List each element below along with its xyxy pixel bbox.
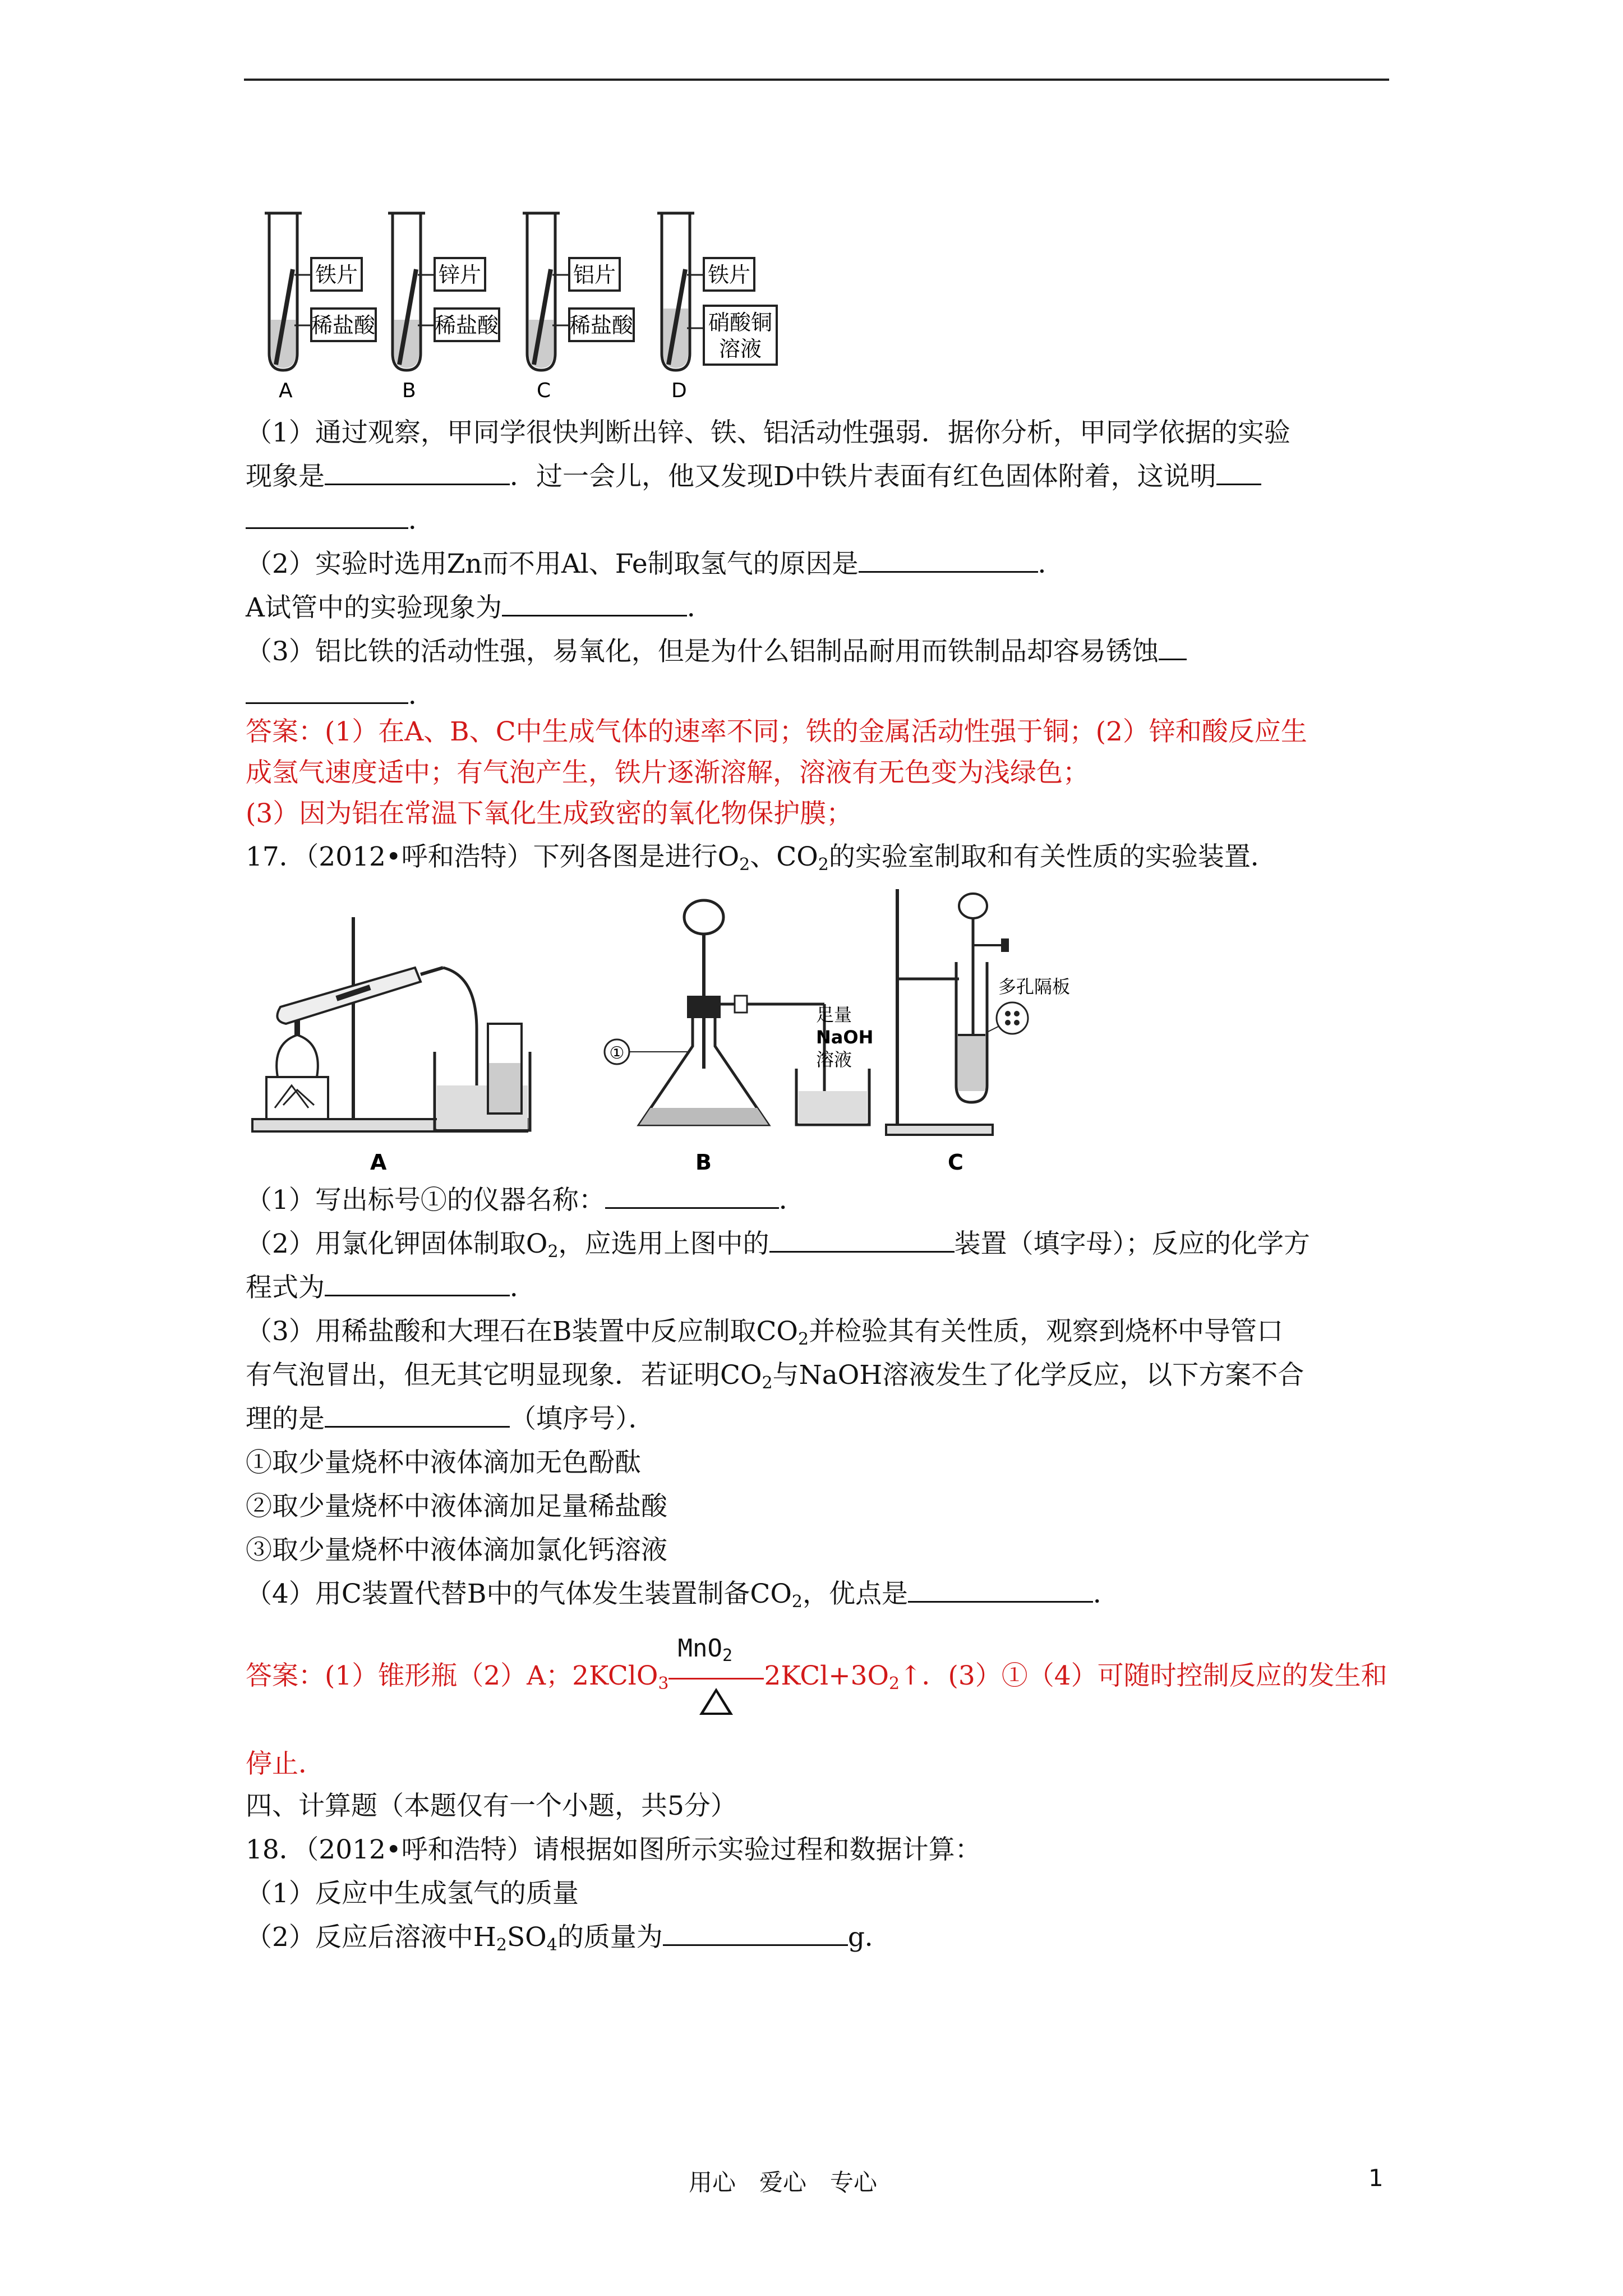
tube-d-metal: 铁片 bbox=[707, 263, 751, 287]
tube-b-solution: 稀盐酸 bbox=[434, 313, 499, 338]
tube-a-letter: A bbox=[279, 379, 293, 402]
q17-part3b-a: 有气泡冒出，但无其它明显现象．若证明CO bbox=[246, 1360, 762, 1391]
tube-b bbox=[388, 213, 499, 402]
q17-part2-a: （2）用氯化钾固体制取O bbox=[246, 1228, 548, 1259]
catalyst-label: MnO bbox=[677, 1634, 722, 1663]
q17-option-1: ①取少量烧杯中液体滴加无色酚酞 bbox=[246, 1447, 641, 1478]
q17-answer-line2: 停止． bbox=[246, 1749, 325, 1779]
answer-blank-7[interactable] bbox=[769, 1228, 955, 1253]
q17-part2b-a: 程式为 bbox=[246, 1272, 325, 1303]
footer-motto: 用心 爱心 专心 bbox=[689, 2169, 878, 2196]
answer-blank-10[interactable] bbox=[908, 1579, 1093, 1603]
tube-c-solution: 稀盐酸 bbox=[569, 313, 634, 338]
q17-part3c-a: 理的是 bbox=[246, 1404, 325, 1434]
q17-part2-sub: 2 bbox=[547, 1242, 559, 1262]
q18-title: 18．（2012•呼和浩特）请根据如图所示实验过程和数据计算： bbox=[246, 1834, 981, 1865]
tube-d-solution2: 溶液 bbox=[718, 337, 762, 361]
q16-answer-line2: 成氢气速度适中；有气泡产生，铁片逐渐溶解，溶液有无色变为浅绿色； bbox=[246, 757, 1089, 788]
q16-answer-line3: (3）因为铝在常温下氧化生成致密的氧化物保护膜； bbox=[246, 798, 853, 829]
q18-part2-sub1: 2 bbox=[496, 1935, 507, 1955]
q17-part4 bbox=[246, 1577, 1119, 1611]
q16-part1-line1: （1）通过观察，甲同学很快判断出锌、铁、铝活动性强弱．据你分析，甲同学依据的实验 bbox=[246, 417, 1290, 448]
q17-title-c: 的实验室制取和有关性质的实验装置． bbox=[828, 841, 1277, 872]
tube-c-metal: 铝片 bbox=[573, 263, 616, 287]
q17-part1-end: ． bbox=[778, 1185, 805, 1216]
tube-c bbox=[523, 213, 634, 402]
q18-part2 bbox=[246, 1921, 891, 1954]
q17-title-a: 17．（2012•呼和浩特）下列各图是进行O bbox=[246, 841, 740, 872]
q17-title-sub2: 2 bbox=[818, 855, 829, 875]
q16-part3-text: （3）铝比铁的活动性强，易氧化，但是为什么铝制品耐用而铁制品却容易锈蚀 bbox=[246, 636, 1159, 667]
header-rule bbox=[244, 79, 1389, 81]
q17-part3-line1 bbox=[246, 1315, 1283, 1349]
tube-d-solution: 硝酸铜 bbox=[708, 310, 773, 335]
answer-blank-9[interactable] bbox=[325, 1404, 510, 1428]
q16-part1-text2: ．过一会儿，他又发现D中铁片表面有红色固体附着，这说明 bbox=[510, 461, 1216, 492]
q17-answer-sub2: 2 bbox=[889, 1674, 900, 1694]
q16-part2-text: （2）实验时选用Zn而不用Al、Fe制取氢气的原因是 bbox=[246, 549, 859, 579]
q18-part2-sub2: 4 bbox=[546, 1935, 557, 1955]
tube-d bbox=[657, 213, 777, 402]
answer-blank-1[interactable] bbox=[325, 461, 510, 485]
q17-part3a-b: 并检验其有关性质，观察到烧杯中导管口 bbox=[809, 1316, 1284, 1347]
answer-blank-4[interactable] bbox=[502, 592, 687, 616]
q17-part3c-b: （填序号）． bbox=[510, 1404, 655, 1434]
tube-c-letter: C bbox=[537, 379, 551, 402]
answer-blank-2a[interactable] bbox=[1216, 461, 1261, 485]
q16-part3-end: ． bbox=[408, 680, 435, 711]
answer-blank-5a[interactable] bbox=[1159, 636, 1187, 660]
naoh-label-3: 溶液 bbox=[816, 1049, 852, 1070]
q17-part2-b: ，应选用上图中的 bbox=[558, 1228, 769, 1259]
q17-part3b-sub: 2 bbox=[762, 1373, 773, 1393]
naoh-label-2: NaOH bbox=[816, 1027, 874, 1048]
tube-a bbox=[265, 213, 376, 402]
q16-part2b-end: ． bbox=[686, 592, 713, 623]
apparatus-a bbox=[252, 917, 530, 1175]
q18-part2-d: g． bbox=[847, 1922, 891, 1953]
section-4-heading: 四、计算题（本题仅有一个小题，共5分） bbox=[246, 1791, 737, 1821]
tube-a-metal: 铁片 bbox=[315, 263, 358, 287]
q17-part2-line1 bbox=[246, 1227, 1310, 1261]
tube-a-solution: 稀盐酸 bbox=[311, 313, 376, 338]
q17-option-3: ③取少量烧杯中液体滴加氯化钙溶液 bbox=[246, 1535, 667, 1566]
q17-part2b-b: ． bbox=[510, 1272, 536, 1303]
q16-part2-end: ． bbox=[1038, 549, 1064, 579]
q17-part3-line2 bbox=[246, 1359, 1304, 1392]
q17-part4-a: （4）用C装置代替B中的气体发生装置制备CO bbox=[246, 1579, 792, 1609]
tube-d-letter: D bbox=[671, 379, 687, 402]
answer-blank-3[interactable] bbox=[859, 549, 1038, 573]
figure-test-tubes bbox=[241, 202, 791, 404]
q16-answer-line1: 答案：(1）在A、B、C中生成气体的速率不同；铁的金属活动性强于铜；(2）锌和酸反应生 bbox=[246, 716, 1307, 747]
q18-part2-a: （2）反应后溶液中H bbox=[246, 1922, 496, 1953]
answer-blank-2b[interactable] bbox=[246, 505, 408, 529]
figure-apparatus bbox=[241, 884, 1127, 1175]
q17-part4-b: ，优点是 bbox=[803, 1579, 908, 1609]
answer-blank-11[interactable] bbox=[663, 1922, 848, 1946]
q18-part1: （1）反应中生成氢气的质量 bbox=[246, 1878, 579, 1909]
reaction-condition bbox=[668, 1634, 764, 1695]
q17-part4-c: ． bbox=[1093, 1579, 1119, 1609]
q16-part3-line1 bbox=[246, 635, 1187, 669]
q16-part1-line3 bbox=[246, 504, 435, 537]
q17-answer-sub1: 3 bbox=[658, 1674, 669, 1694]
answer-blank-8[interactable] bbox=[325, 1272, 510, 1296]
apparatus-c bbox=[886, 889, 1070, 1175]
q17-part3-line3 bbox=[246, 1402, 655, 1436]
q16-part1-end: ． bbox=[408, 505, 435, 536]
porous-plate-label: 多孔隔板 bbox=[998, 976, 1071, 997]
tube-b-metal: 锌片 bbox=[438, 263, 482, 287]
q16-part2b-text: A试管中的实验现象为 bbox=[246, 592, 502, 623]
answer-blank-5b[interactable] bbox=[246, 680, 408, 704]
answer-blank-6[interactable] bbox=[605, 1185, 779, 1209]
q17-part2-line2 bbox=[246, 1271, 536, 1305]
q17-answer-line1 bbox=[246, 1634, 1387, 1695]
tube-b-letter: B bbox=[402, 379, 416, 402]
q16-part2-line2 bbox=[246, 591, 713, 625]
q16-part1-text: 现象是 bbox=[246, 461, 325, 492]
q17-part2-c: 装置（填字母）；反应的化学方 bbox=[954, 1228, 1311, 1259]
catalyst-sub: 2 bbox=[722, 1646, 733, 1665]
heat-triangle-icon bbox=[699, 1688, 733, 1715]
page-number: 1 bbox=[1368, 2164, 1384, 2192]
q17-option-2: ②取少量烧杯中液体滴加足量稀盐酸 bbox=[246, 1491, 667, 1522]
q18-part2-b: SO bbox=[506, 1922, 547, 1953]
q17-part3a-a: （3）用稀盐酸和大理石在B装置中反应制取CO bbox=[246, 1316, 798, 1347]
apparatus-c-label: C bbox=[948, 1150, 963, 1175]
q17-answer-c: ↑．(3）①（4）可随时控制反应的发生和 bbox=[900, 1660, 1387, 1691]
q17-title-sub1: 2 bbox=[739, 855, 750, 875]
q17-answer-a: 答案：(1）锥形瓶（2）A；2KClO bbox=[246, 1660, 658, 1691]
q16-part2-line1 bbox=[246, 547, 1064, 581]
q17-title-b: 、CO bbox=[750, 841, 818, 872]
q17-part3b-b: 与NaOH溶液发生了化学反应，以下方案不合 bbox=[772, 1360, 1304, 1391]
apparatus-b bbox=[605, 900, 873, 1175]
q17-part1 bbox=[246, 1184, 805, 1217]
naoh-label-1: 足量 bbox=[816, 1004, 852, 1025]
q18-part2-c: 的质量为 bbox=[557, 1922, 663, 1953]
q17-part3a-sub: 2 bbox=[797, 1329, 809, 1349]
q17-answer-b: 2KCl+3O bbox=[764, 1660, 889, 1691]
apparatus-b-mark: ① bbox=[609, 1043, 625, 1063]
apparatus-b-label: B bbox=[695, 1150, 712, 1175]
apparatus-a-label: A bbox=[370, 1150, 387, 1175]
q16-part1-line2 bbox=[246, 460, 1261, 494]
q17-title bbox=[246, 840, 1277, 874]
q17-part1-text: （1）写出标号①的仪器名称： bbox=[246, 1185, 605, 1216]
q16-part3-line2 bbox=[246, 679, 435, 712]
q17-part4-sub: 2 bbox=[791, 1592, 803, 1612]
